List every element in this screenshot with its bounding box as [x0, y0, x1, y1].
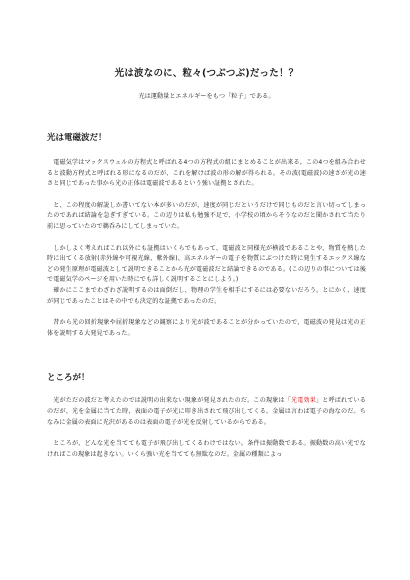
paragraph-text: 光がただの波だと考えたのでは説明の出来ない現象が発見されたのだ。この現象は「: [47, 397, 291, 405]
page-subtitle: 光は運動量とエネルギーをもつ「粒子」である。: [138, 93, 275, 100]
paragraph: と、この程度の解説しか書いてない本が多いのだが、速度が同じだというだけで同じものだと言い切ってしまったのであれば結論を急ぎすぎている。この辺りは私も勉強不足で、小学校の頃からそうなのだと聞かされて当たり前に思っていたので鵜呑みにしてしまっていた。: [47, 201, 366, 230]
section-body-photoelectric: [47, 396, 366, 460]
paragraph-photoelectric-intro: [47, 396, 366, 428]
paragraph: 確かにここまでわざわざ説明するのは面倒だし、物理の学生を相手にするには必要ないだろう。とにかく、速度が同じであったことはその中でも決定的な証拠であったのだ。: [47, 286, 366, 305]
paragraph: しかしよく考えればこれ以外にも証拠はいくらでもあって、電磁波と同様光が横波であることや、物質を熱した時に出てくる放射(赤外線や可視光線、紫外線)、高エネルギーの電子を物質にぶつけた時に発生するエックス線などの発生原理が電磁波として説明できることから光が電磁波だと結論できるのである。(この辺りの事については後で電磁気学のページを用いた時にでも詳しく説明することにしよう。): [47, 244, 366, 284]
page-title: 光は波なのに、粒々(つぶつぶ)だった！？: [114, 68, 299, 79]
paragraph: 昔から光の回折現象や屈折現象などの観察により光が波であることが分かっていたので、電磁波の発見は光の正体を説明する大発見であった。: [47, 319, 366, 337]
highlighted-term: 光電効果: [290, 397, 316, 405]
paragraph: ところが、どんな光を当てても電子が飛び出してくるわけではない。条件は振動数である。振動数の高い光でなければこの現象は起きない。いくら強い光を当てても無駄なのだ。金属の種類によっ: [47, 440, 366, 458]
section-heading-however: ところが！: [47, 373, 90, 384]
paragraph: 電磁気学はマックスウェルの方程式と呼ばれる4つの方程式の組にまとめることが出来る。この4つを組み合わせると波動方程式と呼ばれる形になるのだが、これを解けば波の形の解が得られる。その波(電磁波)の速さが光の速さと同じであった事から光の正体は電磁波であるという強い証拠とされた。: [47, 159, 366, 188]
section-heading-electromagnetic: 光は電磁波だ！: [47, 133, 107, 143]
section-body-electromagnetic: [47, 158, 366, 339]
paragraph-text: 」と呼ばれているのだが、光を金属に当てた時、表面の電子が光に叩き出されて飛び出してくる。金属は言わば電子の海なのだ。ちなみに金属の表面に光沢があるのは表面の電子が光を反射しているからである。: [47, 397, 366, 426]
